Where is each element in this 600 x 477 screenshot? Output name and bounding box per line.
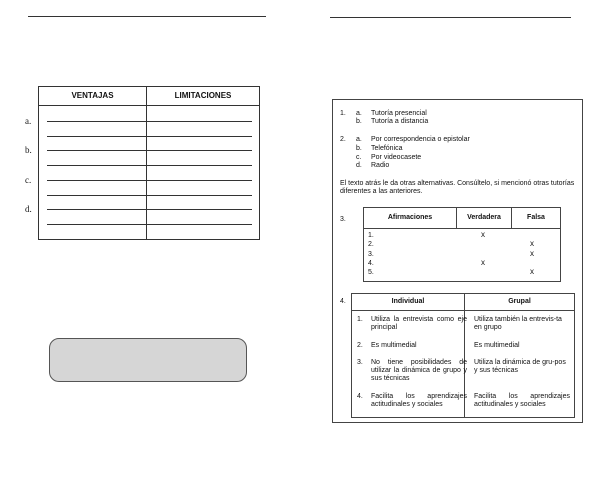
header-limitaciones: LIMITACIONES (174, 91, 232, 100)
header-grupal: Grupal (508, 298, 531, 305)
q4-row-2-grupal: Es multimedial (474, 342, 520, 349)
answer-line (47, 150, 252, 151)
q4-row-2-number: 2. (357, 342, 363, 349)
q2-a-text: Por correspondencia o epistolar (371, 136, 470, 143)
row-letter-a: a. (25, 116, 32, 126)
header-divider-2 (511, 208, 512, 228)
header-individual: Individual (391, 298, 425, 305)
q3-row-1-verdadera-mark: x (481, 230, 485, 239)
q4-row-3-individual: No tiene posibilidades de utilizar la dinámica de grupo y sus técnicas (371, 359, 467, 382)
q2-a-letter: a. (356, 136, 362, 143)
row-letter-c: c. (25, 175, 32, 185)
q2-c-letter: c. (356, 154, 362, 161)
q4-number: 4. (340, 298, 346, 305)
q2-d-letter: d. (356, 162, 362, 169)
q1-number: 1. (340, 110, 346, 117)
top-rule-left (28, 16, 266, 17)
q4-row-3-number: 3. (357, 359, 363, 366)
q1-a-text: Tutoría presencial (371, 110, 427, 117)
row-letter-b: b. (25, 145, 32, 155)
answer-line (47, 224, 252, 225)
answer-line (47, 136, 252, 137)
q1-b-letter: b. (356, 118, 362, 125)
q3-row-3-number: 3. (368, 251, 374, 258)
q1-b-text: Tutoría a distancia (371, 118, 429, 125)
q4-row-3-grupal: Utiliza la dinámica de gru-pos y sus técnicas (474, 359, 566, 374)
q3-row-4-number: 4. (368, 260, 374, 267)
top-rule-right (330, 17, 571, 18)
answer-line (47, 180, 252, 181)
answer-line (47, 195, 252, 196)
alternatives-note: El texto atrás le da otras alternativas. Consúltelo, si mencionó otras tutorías diferentes a las anteriores. (340, 180, 575, 195)
answer-line (47, 209, 252, 210)
q4-row-4-individual: Facilita los aprendizajes actitudinales y sociales (371, 393, 467, 408)
header-ventajas: VENTAJAS (71, 91, 114, 100)
q3-row-2-falsa-mark: x (530, 239, 534, 248)
advantages-limitations-table (38, 86, 260, 240)
q3-row-3-falsa-mark: x (530, 249, 534, 258)
row-letter-d: d. (25, 204, 32, 214)
answer-line (47, 165, 252, 166)
q4-row-4-grupal: Facilita los aprendizajes actitudinales y sociales (474, 393, 570, 408)
gray-callout-box (49, 338, 247, 382)
q3-row-2-number: 2. (368, 241, 374, 248)
q2-number: 2. (340, 136, 346, 143)
q3-number: 3. (340, 216, 346, 223)
header-rule (352, 310, 574, 311)
q4-row-1-individual: Utiliza la entrevista como eje principal (371, 316, 467, 331)
q2-c-text: Por videocasete (371, 154, 422, 161)
q2-d-text: Radio (371, 162, 390, 169)
q3-row-5-number: 5. (368, 269, 374, 276)
q3-row-4-verdadera-mark: x (481, 258, 485, 267)
q2-b-letter: b. (356, 145, 362, 152)
header-verdadera: Verdadera (467, 214, 501, 221)
header-falsa: Falsa (527, 214, 545, 221)
q3-row-5-falsa-mark: x (530, 267, 534, 276)
q4-row-4-number: 4. (357, 393, 363, 400)
q4-row-1-number: 1. (357, 316, 363, 323)
q2-b-text: Telefónica (371, 145, 403, 152)
q1-a-letter: a. (356, 110, 362, 117)
header-divider (39, 105, 259, 106)
header-afirmaciones: Afirmaciones (387, 214, 433, 221)
header-divider-1 (456, 208, 457, 228)
q3-row-1-number: 1. (368, 232, 374, 239)
header-rule (364, 228, 560, 229)
q4-row-1-grupal: Utiliza también la entrevis-ta en grupo (474, 316, 562, 331)
column-divider (146, 87, 147, 239)
q4-row-2-individual: Es multimedial (371, 342, 417, 349)
answer-line (47, 121, 252, 122)
